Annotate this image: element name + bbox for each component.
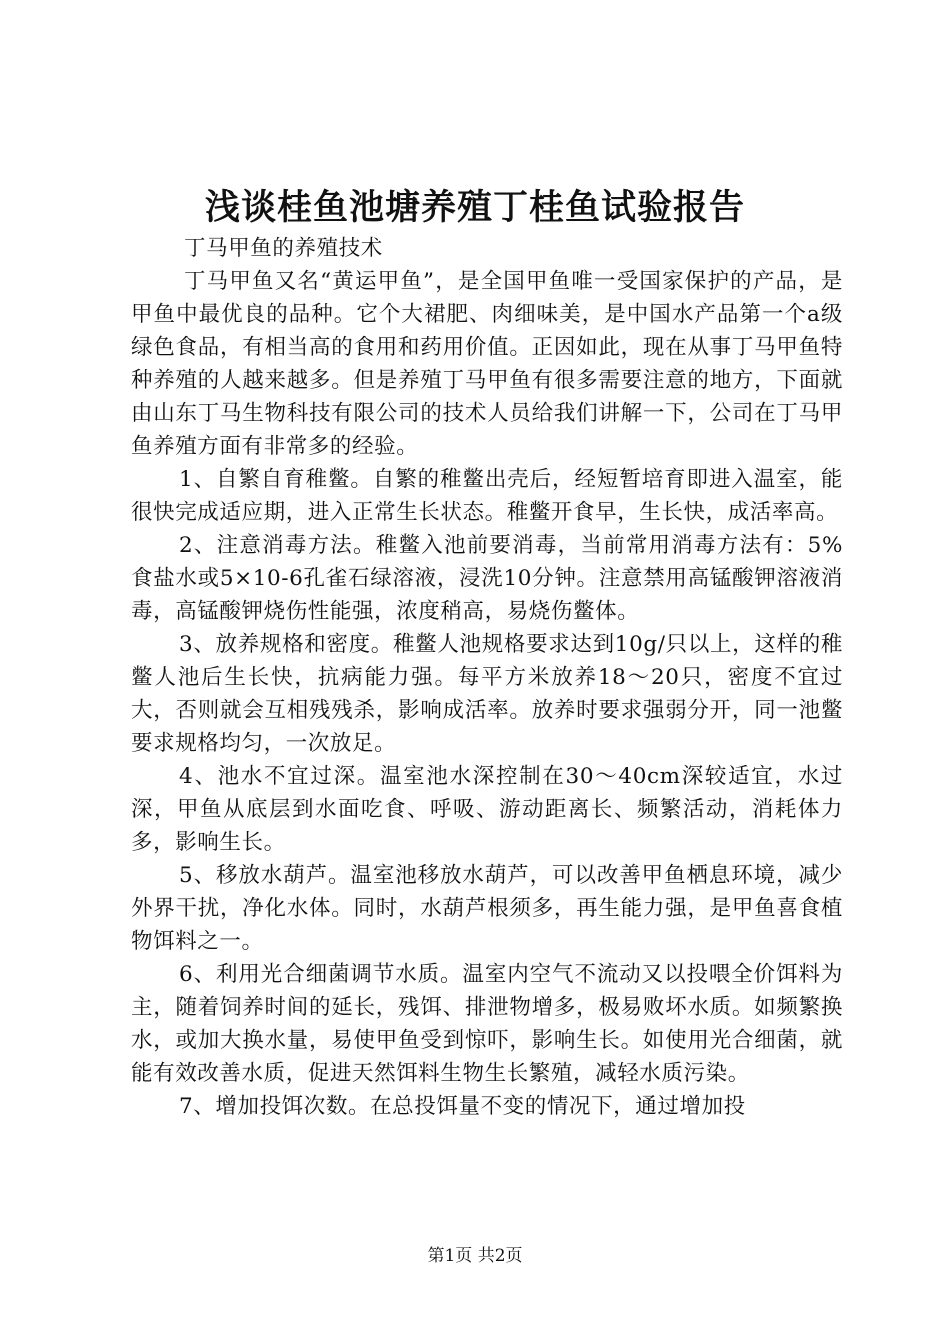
page-title: 浅谈桂鱼池塘养殖丁桂鱼试验报告	[204, 187, 745, 228]
list-item-3: 3、放养规格和密度。稚鳖人池规格要求达到10g/只以上，这样的稚鳖人池后生长快，抗病能力强。每平方米放养18～20只，密度不宜过大，否则就会互相残残杀，影响成活率。放养时要求强弱分开，同一池鳖要求规格均匀，一次放足。	[131, 632, 843, 756]
page-footer: 第1页 共2页	[427, 1246, 523, 1266]
section-subtitle: 丁马甲鱼的养殖技术	[184, 236, 383, 261]
list-item-2: 2、注意消毒方法。稚鳖入池前要消毒，当前常用消毒方法有：5%食盐水或5×10-6孔雀石绿溶液，浸洗10分钟。注意禁用高锰酸钾溶液消毒，高锰酸钾烧伤性能强，浓度稍高，易烧伤鳖体。	[131, 533, 843, 624]
list-item-4: 4、池水不宜过深。温室池水深控制在30～40cm深较适宜，水过深，甲鱼从底层到水面吃食、呼吸、游动距离长、频繁活动，消耗体力多，影响生长。	[131, 764, 843, 855]
list-item-7: 7、增加投饵次数。在总投饵量不变的情况下，通过增加投	[179, 1094, 746, 1119]
intro-paragraph: 丁马甲鱼又名“黄运甲鱼”，是全国甲鱼唯一受国家保护的产品，是甲鱼中最优良的品种。它个大裙肥、肉细味美，是中国水产品第一个a级绿色食品，有相当高的食用和药用价值。正因如此，现在从事丁马甲鱼特种养殖的人越来越多。但是养殖丁马甲鱼有很多需要注意的地方，下面就由山东丁马生物科技有限公司的技术人员给我们讲解一下，公司在丁马甲鱼养殖方面有非常多的经验。	[131, 269, 843, 459]
list-item-5: 5、移放水葫芦。温室池移放水葫芦，可以改善甲鱼栖息环境，减少外界干扰，净化水体。同时，水葫芦根须多，再生能力强，是甲鱼喜食植物饵料之一。	[131, 863, 843, 954]
list-item-6: 6、利用光合细菌调节水质。温室内空气不流动又以投喂全价饵料为主，随着饲养时间的延长，残饵、排泄物增多，极易败坏水质。如频繁换水，或加大换水量，易使甲鱼受到惊吓，影响生长。如使用光合细菌，就能有效改善水质，促进天然饵料生物生长繁殖，减轻水质污染。	[131, 962, 843, 1086]
list-item-1: 1、自繁自育稚鳖。自繁的稚鳖出壳后，经短暂培育即进入温室，能很快完成适应期，进入正常生长状态。稚鳖开食早，生长快，成活率高。	[131, 467, 843, 525]
document-body	[131, 232, 843, 1123]
